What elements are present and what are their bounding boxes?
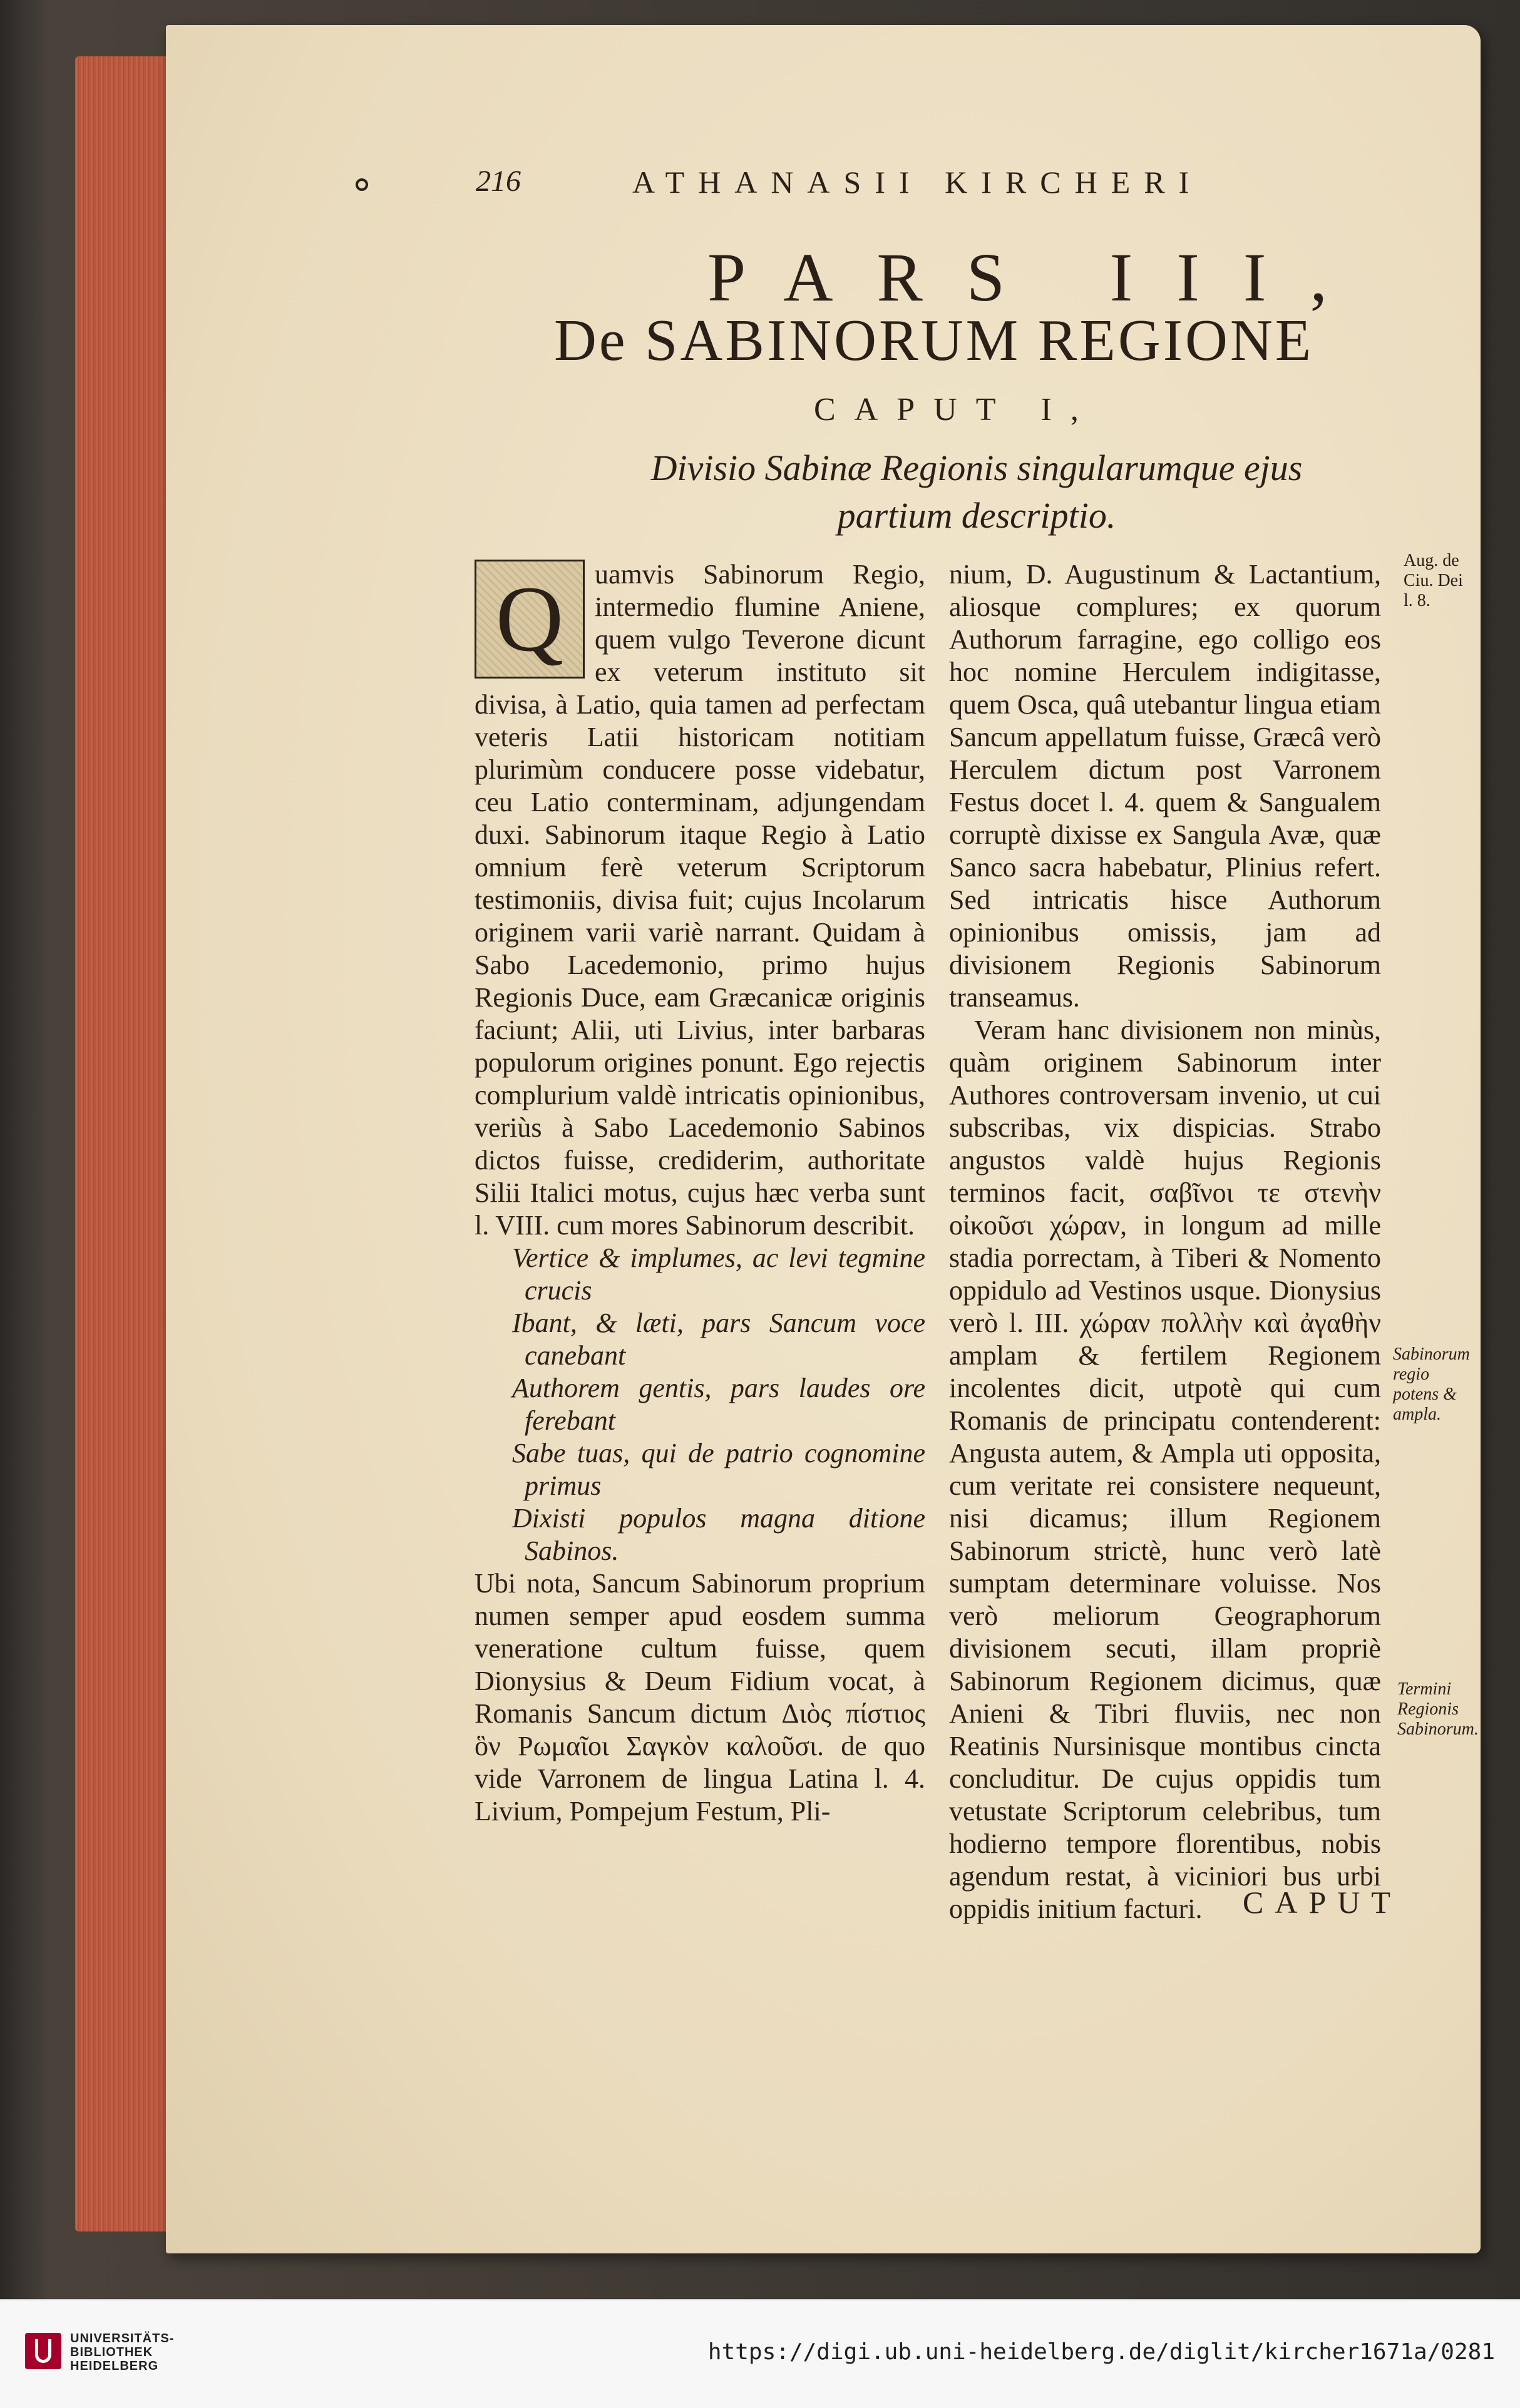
part-title: PARS III, (707, 239, 1371, 315)
running-head: ATHANASII KIRCHERI (632, 165, 1203, 200)
marginal-note: Sabinorum regio potens & ampla. (1393, 1345, 1470, 1424)
verse-line: Vertice & implumes, ac levi tegmine crucis (512, 1242, 925, 1306)
paragraph: Veram hanc divisionem non minùs, quàm originem Sabinorum inter Authores controversam invenio, ut cui subscribas, vix dispicias. Strabo angustos valdè hujus Regionis terminos facit, σαβῖνοι τε στενὴν οἰκοῦσι χώραν, in longum ad mille stadia porrectam, à Tiberi & Nomento oppidulo ad Vestinos usque. Dionysius verò l. III. χώραν πολλὴν καὶ ἀγαθὴν amplam & fertilem Regionem incolentes dicit, utpotè qui cum Romanis de principatu contenderent: Angusta autem, & Ampla uti opposita, cum veritate rei consistere nequeunt, nisi dicamus; illum Regionem Sabinorum strictè, hunc verò latè sumptam determinare voluisse. Nos verò meliorum Geographorum divisionem secuti, illam propriè Sabinorum Regionem dicimus, quæ Anieni & Tibri fluviis, nec non Reatinis Nursinisque montibus cincta concluditur. De cujus oppidis tum vetustate Scriptorum celebribus, tum hodierno tempore florentibus, nobis agendum restat, à viciniori bus urbi oppidis initium facturi. (949, 1015, 1381, 1924)
verse-line: Ibant, & læti, pars Sancum voce canebant (512, 1308, 925, 1371)
chapter-label: CAPUT I, (814, 392, 1097, 428)
paragraph: nium, D. Augustinum & Lactantium, aliosque complures; ex quorum Authorum farragine, ego colligo eos hoc nomine Herculem indigitasse, quem Osca, quâ utebantur lingua etiam Sancum appellatum fuisse, Græcâ verò Herculem dictum post Varronem Festus docet l. 4. quem & Sangualem corruptè dixisse ex Sangula Avæ, quæ Sanco sacra habebatur, Plinius refert. Sed intricatis hisce Authorum opinionibus omissis, jam ad divisionem Regionis Sabinorum transeamus. (949, 559, 1381, 1013)
verse-line: Authorem gentis, pars laudes ore ferebant (512, 1373, 925, 1436)
circle-mark (356, 178, 368, 191)
paragraph: Ubi nota, Sancum Sabinorum proprium numen semper apud eosdem summa veneratione cultum fuisse, quem Dionysius & Deum Fidium vocat, à Romanis Sancum dictum Διὸς πίστιος ὃν Ρωμαῖοι Σαγκὸν καλοῦσι. de quo vide Varronem de lingua Latina l. 4. Livium, Pompejum Festum, Pli- (475, 1568, 925, 1826)
library-name-line: HEIDELBERG (70, 2359, 159, 2373)
library-name-line: BIBLIOTHEK (70, 2345, 153, 2359)
library-name-line: UNIVERSITÄTS- (70, 2332, 175, 2345)
viewer-footer (0, 2299, 1520, 2408)
section-title: De SABINORUM REGIONE (554, 308, 1314, 373)
right-column (949, 558, 1381, 1925)
page-url-link[interactable]: https://digi.ub.uni-heidelberg.de/diglit/kircher1671a/0281 (707, 2339, 1495, 2365)
marginal-note: Termini Regionis Sabinorum. (1397, 1679, 1479, 1739)
drop-cap-letter: Q (495, 567, 564, 671)
paragraph: uamvis Sabinorum Regio, intermedio flumine Aniene, quem vulgo Teverone dicunt ex veterum instituto sit divisa, à Latio, quia tamen ad perfectam veteris Latii historicam notitiam plurimùm conducere posse videbatur, ceu Latio conterminam, adjungendam duxi. Sabinorum itaque Regio à Latio omnium ferè veterum Scriptorum testimoniis, divisa fuit; cujus Incolarum originem varii variè narrant. Quidam à Sabo Lacedemonio, primo hujus Regionis Duce, eam Græcanicæ originis faciunt; Alii, uti Livius, inter barbaras populorum origines ponunt. Ego rejectis complurium valdè intricatis opinionibus, veriùs à Sabo Lacedemonio Sabinos dictos fuisse, crediderim, authoritate Silii Italici motus, cujus hæc verba sunt l. VIII. cum mores Sabinorum describit. (475, 559, 925, 1241)
library-name[interactable] (70, 2332, 233, 2373)
marginal-note: Aug. de Ciu. Dei l. 8. (1404, 551, 1463, 610)
chapter-subtitle: Divisio Sabinæ Regionis singularumque ejus partium descriptio. (650, 448, 1303, 536)
verse-line: Dixisti populos magna ditione Sabinos. (512, 1503, 925, 1566)
page-number: 216 (476, 165, 521, 198)
drop-cap-initial (475, 560, 585, 679)
library-logo-icon[interactable] (25, 2333, 61, 2369)
left-column (475, 558, 925, 1828)
catchword: CAPUT (1243, 1885, 1402, 1920)
verse-line: Sabe tuas, qui de patrio cognomine primus (512, 1438, 925, 1501)
